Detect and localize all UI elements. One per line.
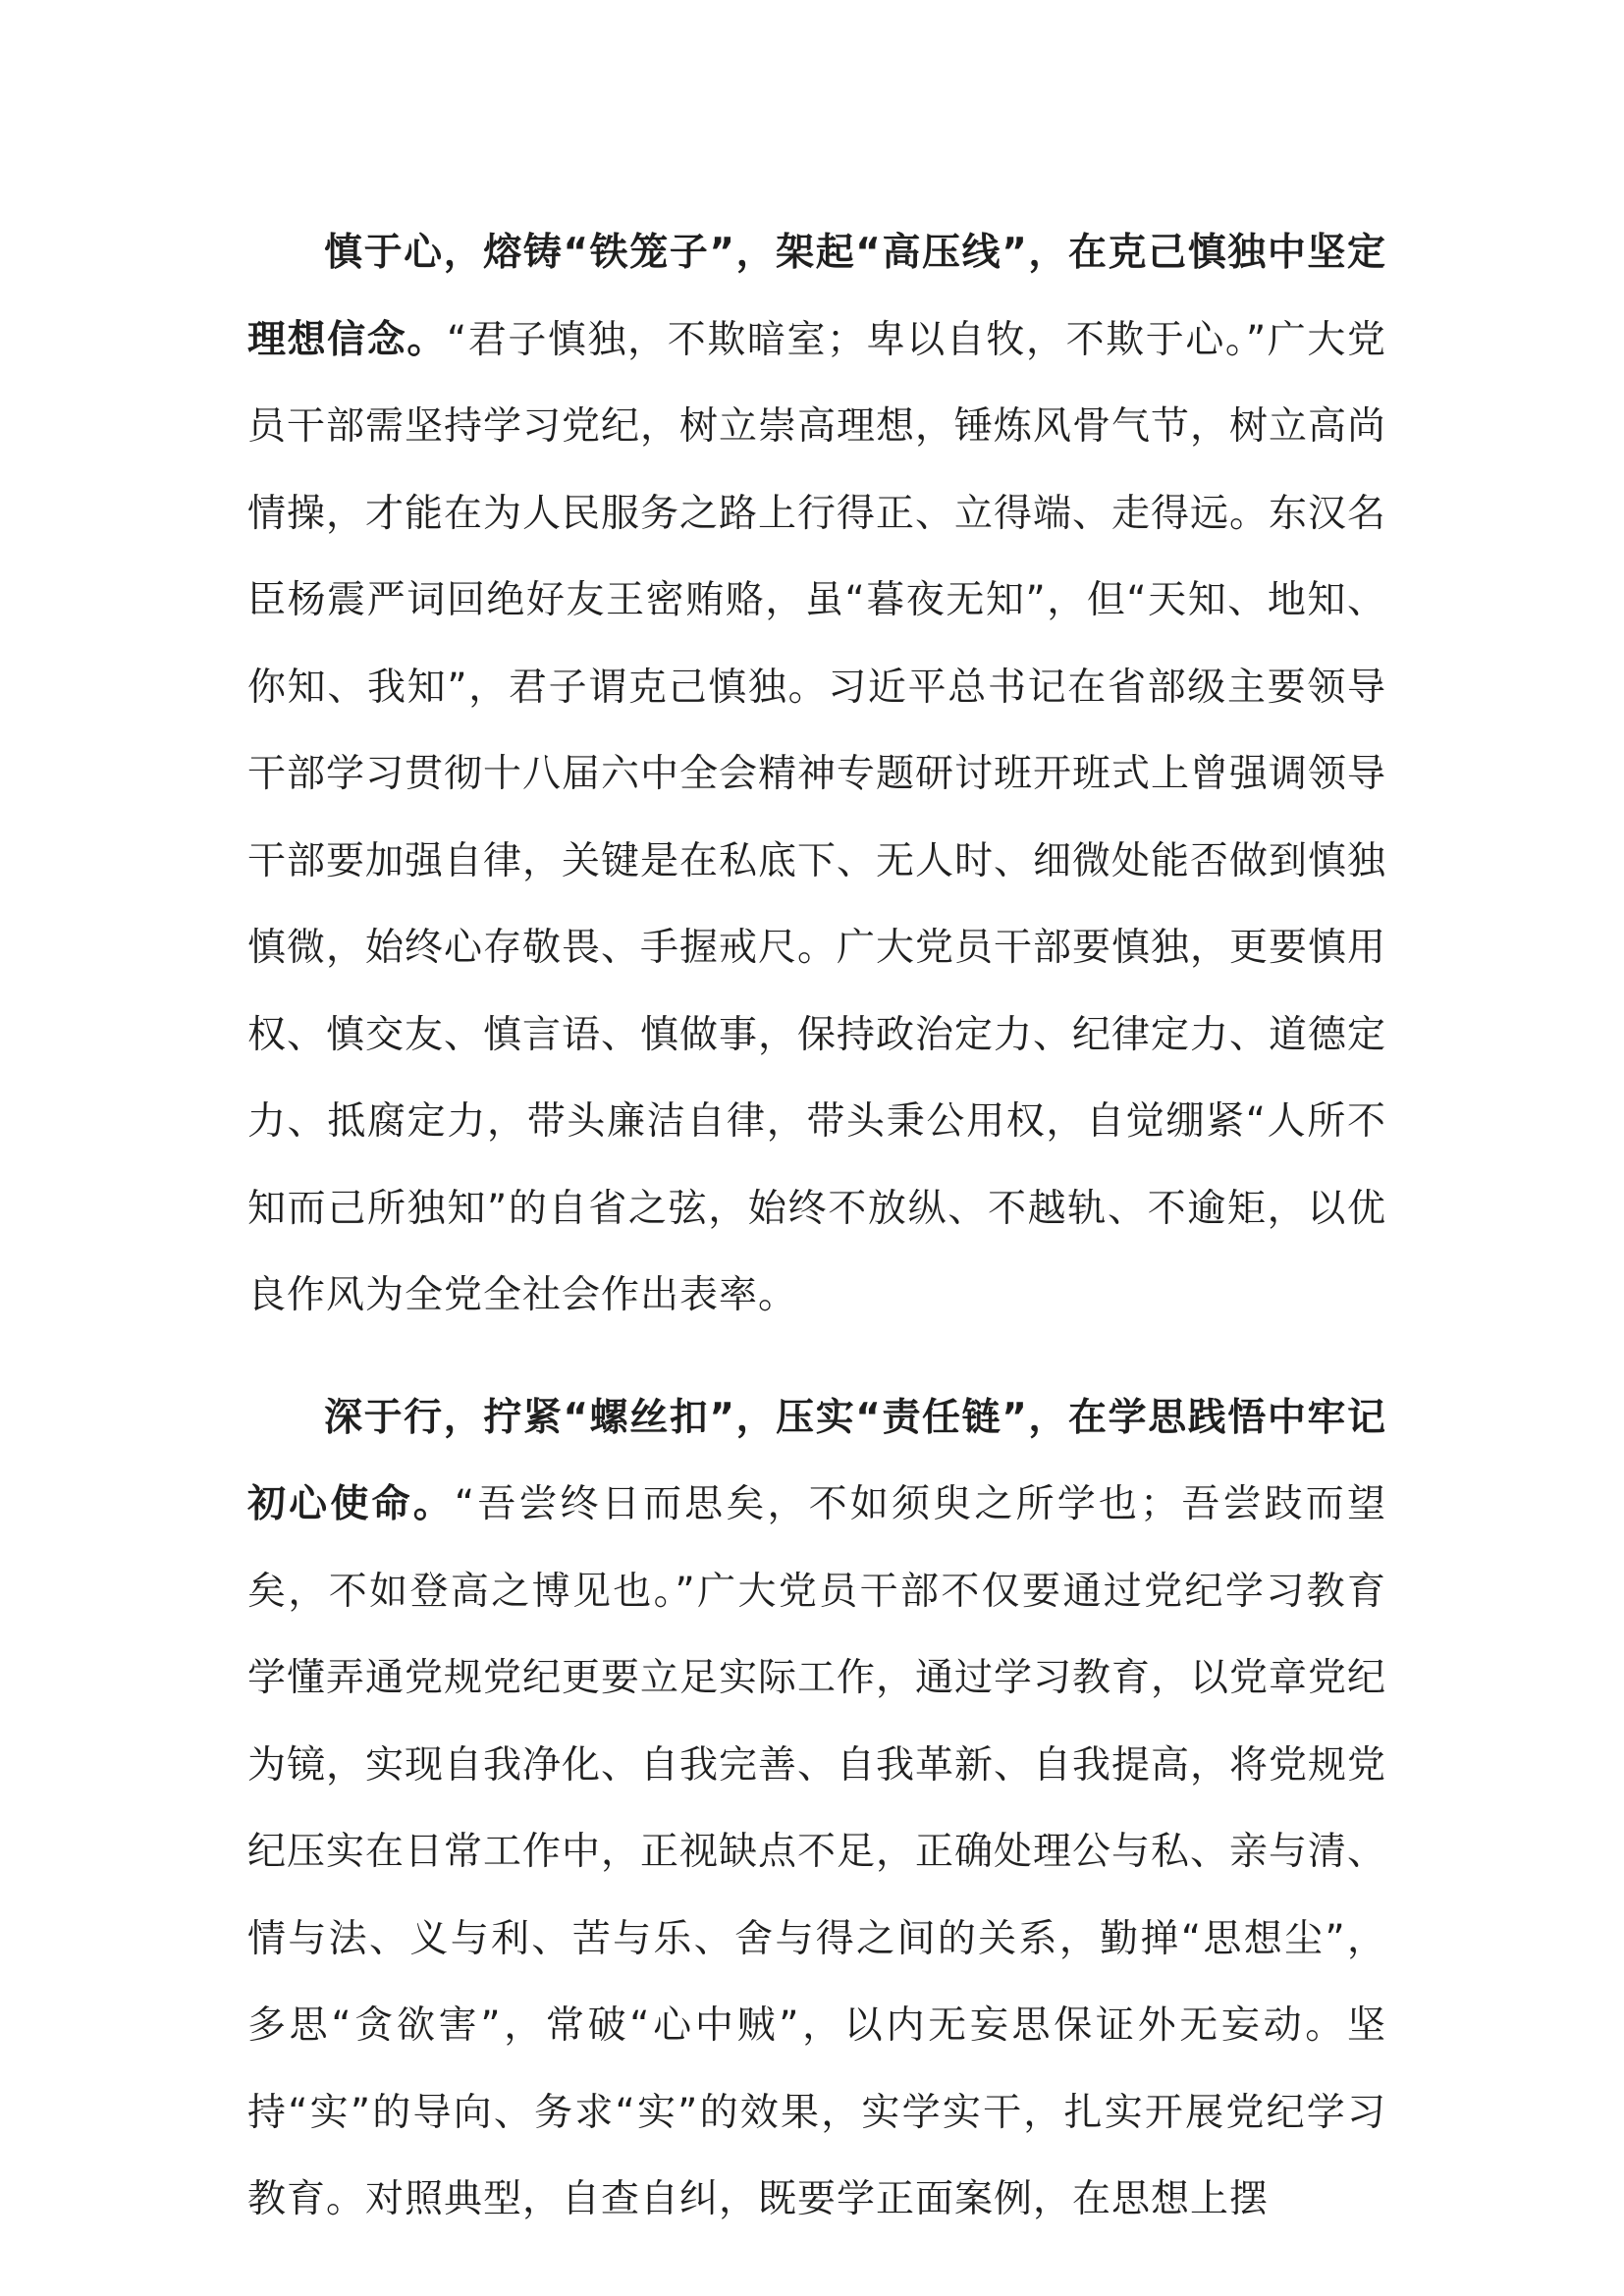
- paragraph-1: [247, 210, 1386, 1340]
- paragraph-2-lead: 深于行，拧紧“螺丝扣”，压实“责任链”，在学思践悟中牢记初心使命。: [247, 1395, 1386, 1526]
- paragraph-1-lead: 慎于心，熔铸“铁笼子”，架起“高压线”，在克己慎独中坚定理想信念。: [247, 231, 1386, 362]
- paragraph-2-body: “吾尝终日而思矣，不如须臾之所学也；吾尝跂而望矣，不如登高之博见也。”广大党员干部不仅要通过党纪学习教育学懂弄通党规党纪更要立足实际工作，通过学习教育，以党章党纪为镜，实现自我净化、自我完善、自我革新、自我提高，将党规党纪压实在日常工作中，正视缺点不足，正确处理公与私、亲与清、情与法、义与利、苦与乐、舍与得之间的关系，勤掸“思想尘”，多思“贪欲害”，常破“心中贼”，以内无妄思保证外无妄动。坚持“实”的导向、务求“实”的效果，实学实干，扎实开展党纪学习教育。对照典型，自查自纠，既要学正面案例，在思想上摆: [247, 1482, 1387, 2221]
- document-body: [247, 210, 1386, 2244]
- paragraph-2: [247, 1375, 1386, 2244]
- paragraph-1-body: “君子慎独，不欺暗室；卑以自牧，不欺于心。”广大党员干部需坚持学习党纪，树立崇高理想，锤炼风骨气节，树立高尚情操，才能在为人民服务之路上行得正、立得端、走得远。东汉名臣杨震严词回绝好友王密贿赂，虽“暮夜无知”，但“天知、地知、你知、我知”，君子谓克己慎独。习近平总书记在省部级主要领导干部学习贯彻十八届六中全会精神专题研讨班开班式上曾强调领导干部要加强自律，关键是在私底下、无人时、细微处能否做到慎独慎微，始终心存敬畏、手握戒尺。广大党员干部要慎独，更要慎用权、慎交友、慎言语、慎做事，保持政治定力、纪律定力、道德定力、抵腐定力，带头廉洁自律，带头秉公用权，自觉绷紧“人所不知而己所独知”的自省之弦，始终不放纵、不越轨、不逾矩，以优良作风为全党全社会作出表率。: [247, 317, 1387, 1317]
